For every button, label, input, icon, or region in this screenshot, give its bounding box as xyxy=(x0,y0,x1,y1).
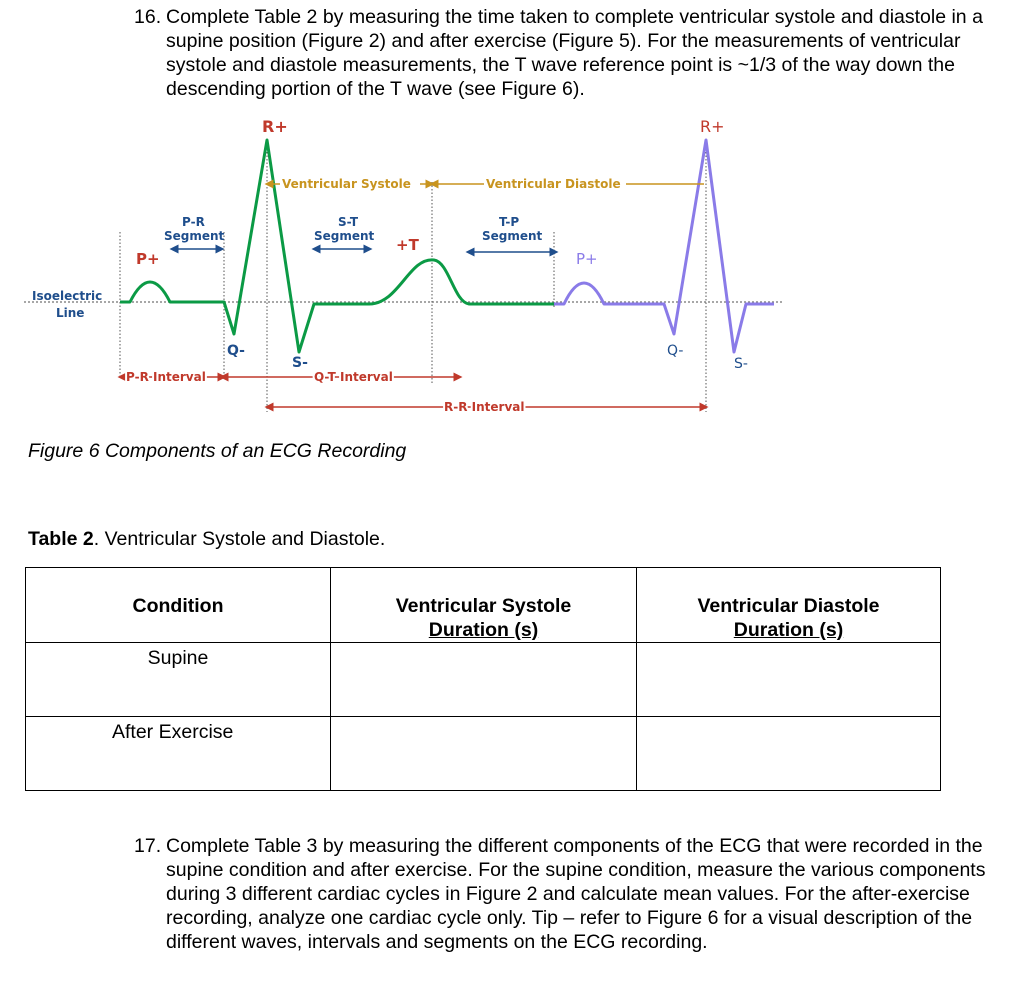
condition-cell: After Exercise xyxy=(26,717,331,791)
qt-interval-label: Q-T Interval xyxy=(314,370,393,384)
ventricular-diastole-label: Ventricular Diastole xyxy=(486,177,621,191)
question-text: Complete Table 2 by measuring the time taken to complete ventricular systole and diastole in a supine position (Figure 2) and after exercise (Figure 5). For the measurements of ventricular systole and diastole measurements, the T wave reference point is ~1/3 of the way down the descending portion of the T wave (see Figure 6). xyxy=(166,6,983,100)
header-diastole-line2: Duration (s) xyxy=(733,619,844,641)
p-wave-label: P+ xyxy=(136,250,160,268)
header-condition-text: Condition xyxy=(132,595,224,617)
pr-segment-label: P-R xyxy=(182,215,205,229)
systole-cell[interactable] xyxy=(331,717,637,791)
table-row xyxy=(26,643,941,717)
question-number: 17. xyxy=(134,835,162,857)
header-diastole-line1: Ventricular Diastole xyxy=(697,595,880,617)
r-peak-label: R+ xyxy=(262,117,288,136)
guide-lines xyxy=(120,152,706,412)
question-text: Complete Table 3 by measuring the different components of the ECG that were recorded in the supine condition and after exercise. For the supine condition, measure the various components during 3 different cardiac cycles in Figure 2 and calculate mean values. For the after-exercise recording, analyze one cardiac cycle only. Tip – refer to Figure 6 for a visual description of the different waves, intervals and segments on the ECG recording. xyxy=(166,835,986,953)
condition-cell: Supine xyxy=(26,643,331,717)
ecg-trace-secondary xyxy=(554,140,774,352)
table-2 xyxy=(25,567,941,791)
systole-cell[interactable] xyxy=(331,643,637,717)
tp-segment-label: T-P xyxy=(499,215,520,229)
st-segment-label-2: Segment xyxy=(314,229,375,243)
r-peak-label-2: R+ xyxy=(700,117,725,136)
figure-caption: Figure 6 Components of an ECG Recording xyxy=(28,440,407,462)
header-systole-line1: Ventricular Systole xyxy=(395,595,572,617)
diastole-cell[interactable] xyxy=(637,643,941,717)
rr-interval-label: R-R Interval xyxy=(444,400,525,414)
q-wave-label-2: Q- xyxy=(667,343,684,359)
isoelectric-label-line: Line xyxy=(56,306,85,320)
ecg-trace-primary xyxy=(120,140,554,352)
question-number: 16. xyxy=(134,6,162,28)
st-segment-label: S-T xyxy=(338,215,359,229)
table-header-row xyxy=(26,568,941,643)
tp-segment-label-2: Segment xyxy=(482,229,543,243)
table-row xyxy=(26,717,941,791)
header-systole-line2: Duration (s) xyxy=(428,619,539,641)
q-wave-label: Q- xyxy=(227,343,245,359)
table-caption-rest: . Ventricular Systole and Diastole. xyxy=(93,528,386,550)
ecg-figure xyxy=(24,112,784,422)
header-diastole xyxy=(637,568,941,643)
table-caption xyxy=(28,528,385,551)
table-caption-bold: Table 2 xyxy=(28,528,94,550)
t-wave-label: +T xyxy=(396,236,419,254)
isoelectric-label: Isoelectric xyxy=(32,289,103,303)
header-condition xyxy=(26,568,331,643)
p-wave-label-2: P+ xyxy=(576,250,598,268)
ventricular-systole-label: Ventricular Systole xyxy=(282,177,411,191)
pr-segment-label-2: Segment xyxy=(164,229,225,243)
s-wave-label-2: S- xyxy=(734,356,748,372)
question-16 xyxy=(134,5,1014,101)
s-wave-label: S- xyxy=(292,355,308,371)
question-17 xyxy=(134,834,1014,954)
pr-interval-label: P-R Interval xyxy=(126,370,206,384)
header-systole xyxy=(331,568,637,643)
diastole-cell[interactable] xyxy=(637,717,941,791)
